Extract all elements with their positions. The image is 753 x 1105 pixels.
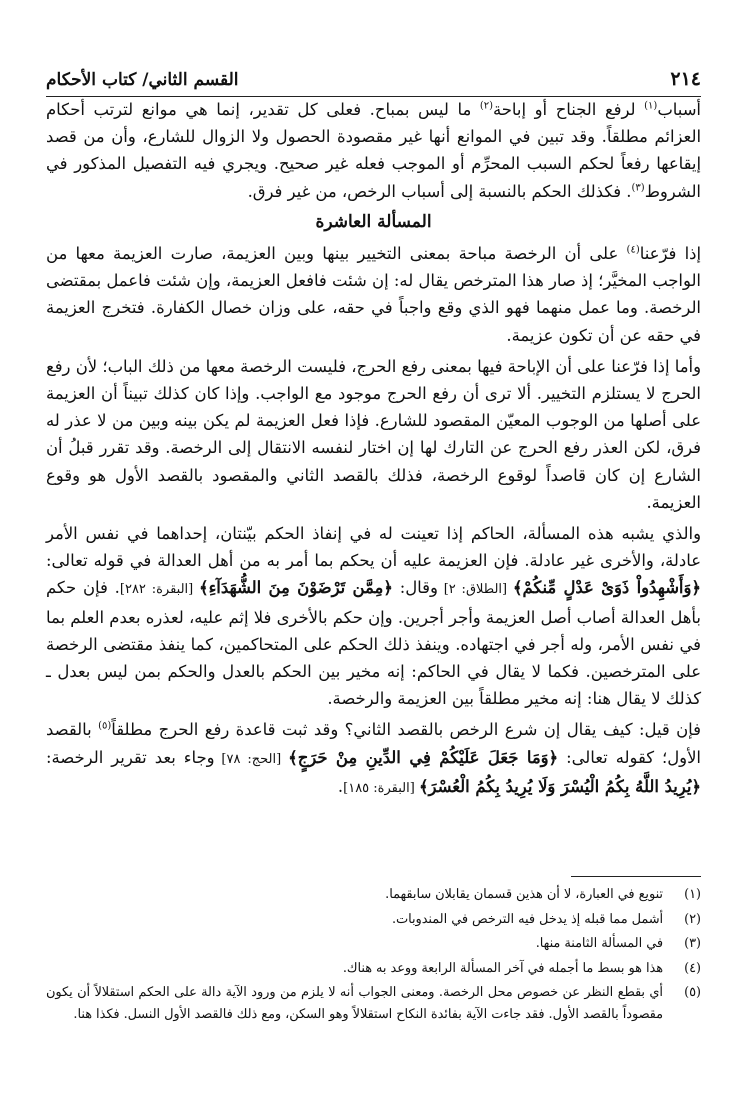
footnote-number: (٤) bbox=[684, 960, 701, 976]
text-run: والذي يشبه هذه المسألة، الحاكم إذا تعينت له في إنفاذ الحكم بيّنتان، إحداهما في نفس الأمر عادلة، والأخرى غير عادلة. فإن العزيمة عليه أن يحكم بما أمر به من أهل العدالة في قوله تعالى: bbox=[46, 524, 701, 571]
footnote-ref-1[interactable]: (١) bbox=[644, 100, 658, 112]
text-run: لرفع الجناح أو إباحة bbox=[493, 100, 645, 119]
footnote-item bbox=[46, 909, 701, 931]
quran-verse: ﴿وَأَشْهِدُواْ ذَوَىْ عَدْلٍ مِّنكُمْ﴾ bbox=[512, 578, 701, 598]
footnote-ref-2[interactable]: (٢) bbox=[479, 100, 494, 112]
quran-verse: ﴿وَمَا جَعَلَ عَلَيْكُمْ فِي الدِّينِ مِنْ حَرَجٍ﴾ bbox=[288, 747, 559, 767]
footnote-number: (٥) bbox=[684, 985, 701, 1000]
text-run: ما ليس بمباح. فعلى كل تقدير، إنما هي موانع لترتب أحكام العزائم مطلقاً. وقد تبين في الموانع أنها غير مقصودة الحصول ولا الزوال للشارع، وأن من قصد إيقاعها رفعاً لحكم السبب المحرِّم أو الموجب فعله غير صحيح. ويجري فيه التفصيل المذكور في الشروط bbox=[46, 100, 701, 201]
footnote-text: تنويع في العبارة، لا أن هذين قسمان يقابلان سابقهما. bbox=[385, 887, 663, 902]
text-run: وقال: bbox=[392, 578, 438, 598]
section-heading: المسألة العاشرة bbox=[315, 211, 432, 232]
footnote-item bbox=[46, 958, 701, 980]
footnote-text: أشمل مما قبله إذ يدخل فيه الترخص في المندوبات. bbox=[391, 911, 663, 927]
text-run: . فإن حكم بأهل العدالة أصاب أصل العزيمة وأجر أجرين. وإن حكم بالأخرى فلا إثم عليه، لعذره بعدم العلم بما في نفس الأمر، وله أجر في اجتهاده. وينفذ ذلك الحكم على المتحاكمين، كما ينفذ مقتضى الرخصة على المترخصين. فكما لا يقال في الحاكم: إنه مخير بين الحكم بالعدل والحكم بمن ليس بعدل ـ كذلك لا يقال هنا: إنه مخير مطلقاً بين العزيمة والرخصة. bbox=[46, 578, 701, 709]
main-text bbox=[46, 96, 701, 806]
footnote-ref-5[interactable]: (٥) bbox=[98, 721, 112, 732]
quran-verse: ﴿مِمَّن تَرْضَوْنَ مِنَ الشُّهَدَآءِ﴾ bbox=[199, 578, 393, 598]
footnote-number: (٢) bbox=[684, 911, 701, 927]
paragraph-1 bbox=[46, 96, 701, 205]
footnote-ref-3[interactable]: (٣) bbox=[631, 182, 645, 194]
quran-verse: ﴿يُرِيدُ اللَّهُ بِكُمُ الْيُسْرَ وَلَا يُرِيدُ بِكُمُ الْعُسْرَ﴾ bbox=[418, 776, 701, 796]
footnote-text: في المسألة الثامنة منها. bbox=[535, 936, 663, 951]
paragraph-2 bbox=[46, 240, 701, 349]
footnote-item bbox=[46, 982, 701, 1025]
text-run: فإن قيل: كيف يقال إن شرع الرخص بالقصد الثاني؟ وقد ثبت قاعدة رفع الحرج مطلقاً bbox=[111, 720, 702, 740]
footnotes bbox=[46, 884, 701, 1028]
verse-reference: [البقرة: ١٨٥] bbox=[343, 780, 419, 796]
text-run: . bbox=[337, 776, 344, 796]
footnote-item bbox=[46, 884, 701, 906]
footnote-text: هذا هو بسط ما أجمله في آخر المسألة الرابعة ووعد به هناك. bbox=[342, 960, 663, 976]
text-run: على أن الرخصة مباحة بمعنى التخيير بينها وبين العزيمة، صارت العزيمة معها من الواجب المخيَّر؛ إذ صار هذا المترخص يقال له: إن شئت فافعل العزيمة، وإن شئت فاعمل بمقتضى الرخصة. وما عمل منهما فهو الذي وقع واجباً في حقه، على وزان خصال الكفارة. فتخرج العزيمة في حقه عن أن تكون عزيمة. bbox=[46, 244, 701, 345]
text-run: . فكذلك الحكم بالنسبة إلى أسباب الرخص، من غير فرق. bbox=[247, 181, 632, 201]
text-run: وجاء بعد تقرير الرخصة: bbox=[46, 747, 215, 767]
running-title: القسم الثاني/ كتاب الأحكام bbox=[46, 70, 239, 90]
page-header bbox=[46, 56, 701, 97]
footnote-item bbox=[46, 933, 701, 955]
footnote-number: (٣) bbox=[684, 936, 701, 951]
verse-reference: [البقرة: ٢٨٢] bbox=[119, 582, 199, 598]
verse-reference: [الحج: ٧٨] bbox=[214, 751, 289, 767]
paragraph-3: وأما إذا فرّعنا على أن الإباحة فيها بمعنى رفع الحرج، فليست الرخصة معها من ذلك الباب؛ لأن رفع الحرج لا يستلزم التخيير. ألا ترى أن رفع الحرج موجود مع الواجب. وإذا كان كذلك تبيناً أن العزيمة على أصلها من الوجوب المعيّن المقصود للشارع. فإذا فعل العزيمة لم يكن بينه وبين من لا عذر له فرق، لكن العذر رفع الحرج عن التارك لها إن اختار لنفسه الانتقال إلى الرخصة. وقد تقرر قبلُ أن الشارع إن كان قاصداً لوقوع الرخصة، فذلك بالقصد الثاني والمقصود بالقصد الأول هو وقوع العزيمة. bbox=[46, 356, 701, 512]
footnote-number: (١) bbox=[684, 887, 701, 902]
text-run: أسباب bbox=[657, 100, 701, 119]
text-run: بالقصد الأول؛ كقوله تعالى: bbox=[46, 720, 701, 767]
page-number: ٢١٤ bbox=[670, 68, 701, 90]
verse-reference: [الطلاق: ٢] bbox=[437, 582, 513, 598]
paragraph-4 bbox=[46, 520, 701, 712]
text-run: إذا فرّعنا bbox=[639, 244, 701, 264]
footnote-divider bbox=[571, 876, 701, 877]
footnote-text: أي بقطع النظر عن خصوص محل الرخصة. ومعنى الجواب أنه لا يلزم من ورود الآية دالة على الحكم استقلالاً أن يكون مقصوداً بالقصد الأول. فقد جاءت الآية بفائدة النكاح استقلالاً وهو السكن، ومع ذلك فالقصد الأول النسل. فكذا هنا. bbox=[46, 985, 663, 1022]
paragraph-5 bbox=[46, 716, 701, 802]
footnote-ref-4[interactable]: (٤) bbox=[626, 244, 640, 256]
